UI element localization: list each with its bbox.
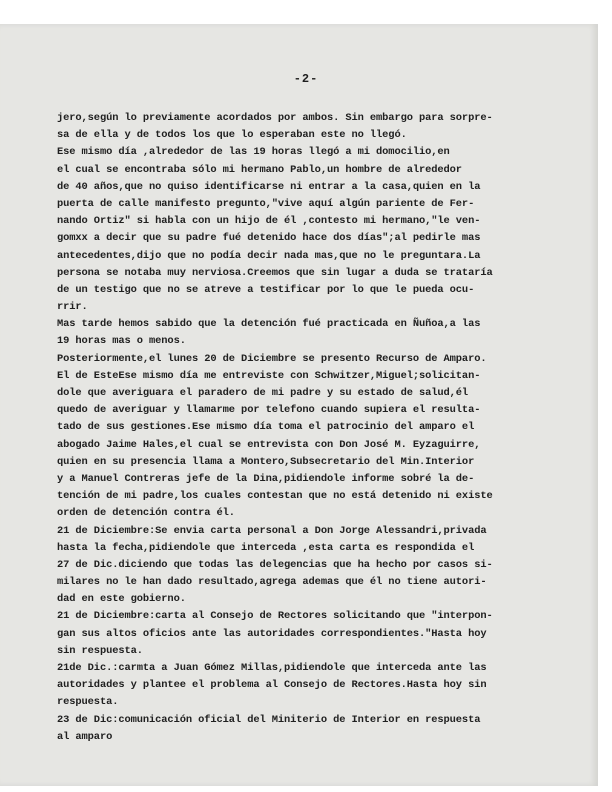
text-line: 21 de Diciembre:carta al Consejo de Rectores solicitando que "interpon- — [57, 610, 493, 623]
text-line: rrir. — [57, 301, 88, 314]
text-line: abogado Jaime Hales,el cual se entrevista con Don José M. Eyzaguirre, — [57, 438, 481, 451]
text-line: tado de sus gestiones.Ese mismo día toma el patrocinio del amparo el — [57, 421, 475, 434]
text-line: Mas tarde hemos sabido que la detención fué practicada en Ñuñoa,a las — [57, 318, 481, 331]
text-line: de un testigo que no se atreve a testificar por lo que le pueda ocu- — [57, 283, 475, 296]
typewritten-body — [57, 110, 577, 746]
text-line: Posteriormente,el lunes 20 de Diciembre se presento Recurso de Amparo. — [57, 352, 487, 365]
page-number: -2- — [293, 72, 319, 86]
text-line: de 40 años,que no quiso identificarse ni entrar a la casa,quien en la — [57, 180, 481, 193]
text-line: 21de Dic.:carmta a Juan Gómez Millas,pidiendole que interceda ante las — [57, 662, 487, 674]
text-line: respuesta. — [57, 696, 119, 709]
text-line: jero,según lo previamente acordados por ambos. Sin embargo para sorpre- — [57, 112, 493, 124]
text-line: El de EsteEse mismo día me entreviste con Schwitzer,Miguel;solicitan- — [57, 369, 481, 382]
text-line: y a Manuel Contreras jefe de la Dina,pidiendole informe sobré la de- — [57, 472, 475, 485]
text-line: puerta de calle manifesto pregunto,"vive aquí algún pariente de Fer- — [57, 197, 475, 210]
text-line: 19 horas mas o menos. — [57, 335, 186, 348]
text-line: sin respuesta. — [57, 644, 143, 657]
text-line: orden de detención contra él. — [57, 507, 235, 520]
text-line: nando Ortiz" si habla con un hijo de él ,contesto mi hermano,"le ven- — [57, 215, 481, 228]
text-line: antecedentes,dijo que no podía decir nada mas,que no le preguntara.La — [57, 249, 481, 262]
text-line: autoridades y plantee el problema al Consejo de Rectores.Hasta hoy sin — [57, 679, 487, 692]
text-line: el cual se encontraba sólo mi hermano Pablo,un hombre de alrededor — [57, 163, 462, 176]
text-line: gan sus altos oficios ante las autoridades correspondientes."Hasta hoy — [57, 627, 487, 640]
text-line: 21 de Diciembre:Se envia carta personal a Don Jorge Alessandri,privada — [57, 524, 487, 537]
text-line: hasta la fecha,pidiendole que interceda ,esta carta es respondida el — [57, 541, 475, 554]
text-line: persona se notaba muy nerviosa.Creemos que sin lugar a duda se trataría — [57, 266, 493, 279]
text-line: dole que averiguara el paradero de mi padre y su estado de salud,él — [57, 387, 469, 399]
text-line: dad en este gobierno. — [57, 593, 186, 606]
text-line: gomxx a decir que su padre fué detenido hace dos días";al pedirle mas — [57, 232, 481, 245]
text-line: al amparo — [57, 730, 113, 743]
text-line: quedo de averiguar y llamarme por telefono cuando supiera el resulta- — [57, 404, 481, 417]
text-line: milares no le han dado resultado,agrega ademas que él no tiene autori- — [57, 576, 487, 589]
text-line: 23 de Dic:comunicación oficial del Miniterio de Interior en respuesta — [57, 713, 481, 726]
text-line: 27 de Dic.diciendo que todas las delegencias que ha hecho por casos si- — [57, 558, 493, 571]
text-line: tención de mi padre,los cuales contestan que no está detenido ni existe — [57, 490, 493, 503]
text-line: Ese mismo día ,alrededor de las 19 horas llegó a mi domocilio,en — [57, 146, 450, 159]
text-line: quien en su presencia llama a Montero,Subsecretario del Min.Interior — [57, 455, 475, 468]
text-line: sa de ella y de todos los que lo esperaban este no llegó. — [57, 129, 407, 142]
